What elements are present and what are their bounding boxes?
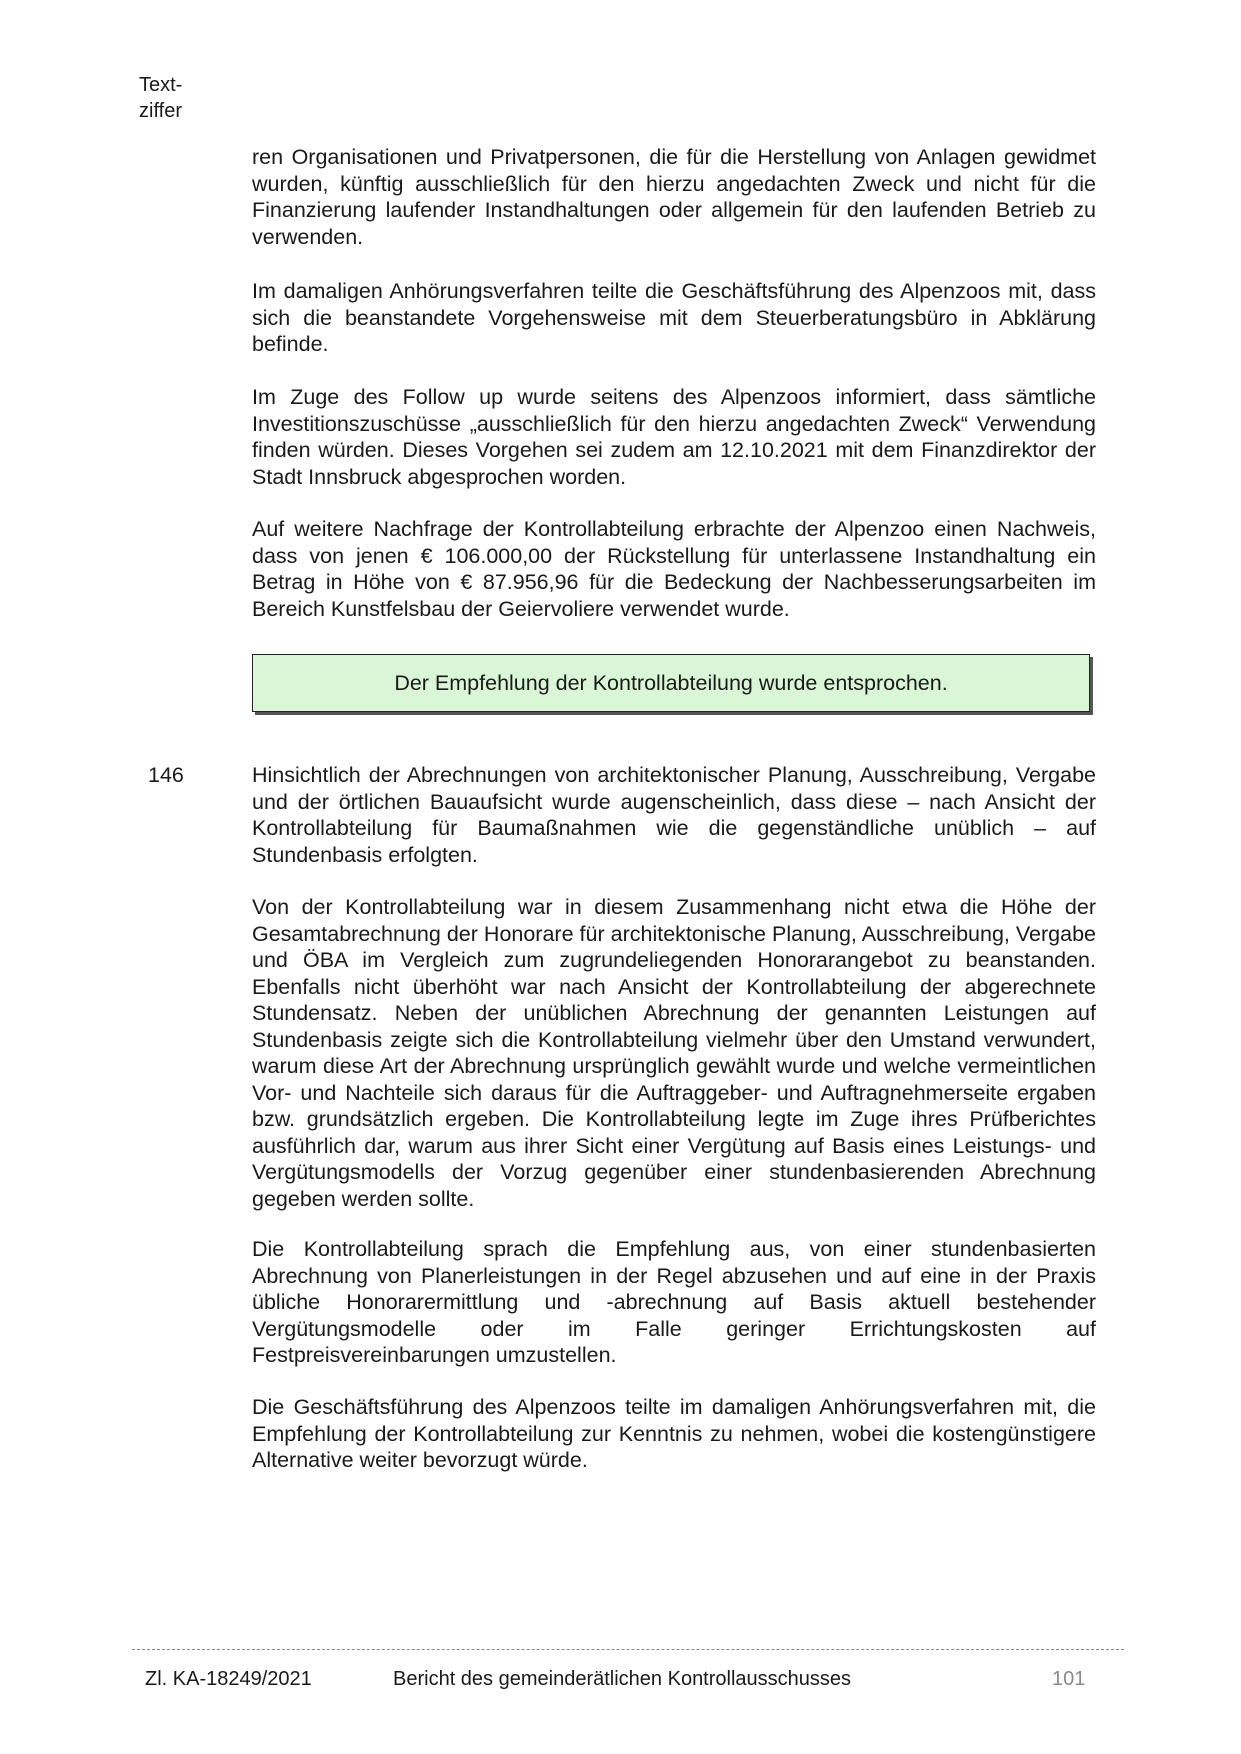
- paragraph-146-4: Die Geschäftsführung des Alpenzoos teilte im damaligen Anhörungsverfahren mit, die Empfehlung der Kontrollabteilung zur Kenntnis zu nehmen, wobei die kostengünstigere Alternative weiter bevorzugt würde.: [252, 1395, 1096, 1472]
- recommendation-status-text: Der Empfehlung der Kontrollabteilung wurde entsprochen.: [394, 670, 948, 695]
- paragraph-146-2: Von der Kontrollabteilung war in diesem Zusammenhang nicht etwa die Höhe der Gesamtabrechnung der Honorare für architektonische Planung, Ausschreibung, Vergabe und ÖBA im Vergleich zum zugrundeliegenden Honorarangebot zu beanstanden. Ebenfalls nicht überhöht war nach Ansicht der Kontrollabteilung der abgerechnete Stundensatz. Neben der unüblichen Abrechnung der genannten Leistungen auf Stundenbasis zeigte sich die Kontrollabteilung vielmehr über den Umstand verwundert, warum diese Art der Abrechnung ursprünglich gewählt wurde und welche vermeintlichen Vor- und Nachteile sich daraus für die Auftraggeber- und Auftragnehmerseite ergaben bzw. grundsätzlich ergeben. Die Kontrollabteilung legte im Zuge ihres Prüfberichtes ausführlich dar, warum aus ihrer Sicht einer Vergütung auf Basis eines Leistungs- und Vergütungsmodells der Vorzug gegenüber einer stundenbasierenden Abrechnung gegeben werden sollte.: [252, 895, 1096, 1211]
- footer-reference: Zl. KA-18249/2021: [145, 1668, 312, 1690]
- margin-label-line2: ziffer: [139, 100, 182, 122]
- paragraph-145-continued-3: Im Zuge des Follow up wurde seitens des Alpenzoos informiert, dass sämtliche Investitionszuschüsse „ausschließlich für den hierzu angedachten Zweck“ Verwendung finden würden. Dieses Vorgehen sei zudem am 12.10.2021 mit dem Finanzdirektor der Stadt Innsbruck abgesprochen worden.: [252, 385, 1096, 489]
- recommendation-status-box: [252, 654, 1090, 712]
- paragraph-146-1: Hinsichtlich der Abrechnungen von architektonischer Planung, Ausschreibung, Vergabe und der örtlichen Bauaufsicht wurde augenscheinlich, dass diese – nach Ansicht der Kontrollabteilung für Baumaßnahmen wie die gegenständliche unüblich – auf Stundenbasis erfolgten.: [252, 763, 1096, 867]
- footer-divider: [132, 1649, 1124, 1650]
- textziffer-margin-label: [139, 72, 182, 124]
- footer-page-number: 101: [1052, 1668, 1086, 1690]
- textziffer-number: 146: [148, 763, 184, 787]
- footer-report-title: Bericht des gemeinderätlichen Kontrollausschusses: [393, 1668, 852, 1690]
- paragraph-146-3: Die Kontrollabteilung sprach die Empfehlung aus, von einer stundenbasierten Abrechnung von Planerleistungen in der Regel abzusehen und auf eine in der Praxis übliche Honorarermittlung und -abrechnung auf Basis aktuell bestehender Vergütungsmodelle oder im Falle geringer Errichtungskosten auf Festpreisvereinbarungen umzustellen.: [252, 1237, 1096, 1367]
- paragraph-145-continued-2: Im damaligen Anhörungsverfahren teilte die Geschäftsführung des Alpenzoos mit, dass sich die beanstandete Vorgehensweise mit dem Steuerberatungsbüro in Abklärung befinde.: [252, 279, 1096, 356]
- margin-label-line1: Text-: [139, 74, 183, 96]
- paragraph-145-continued-4: Auf weitere Nachfrage der Kontrollabteilung erbrachte der Alpenzoo einen Nachweis, dass von jenen € 106.000,00 der Rückstellung für unterlassene Instandhaltung ein Betrag in Höhe von € 87.956,96 für die Bedeckung der Nachbesserungsarbeiten im Bereich Kunstfelsbau der Geiervoliere verwendet wurde.: [252, 517, 1096, 621]
- paragraph-145-continued-1: ren Organisationen und Privatpersonen, die für die Herstellung von Anlagen gewidmet wurden, künftig ausschließlich für den hierzu angedachten Zweck und nicht für die Finanzierung laufender Instandhaltungen oder allgemein für den laufenden Betrieb zu verwenden.: [252, 145, 1096, 249]
